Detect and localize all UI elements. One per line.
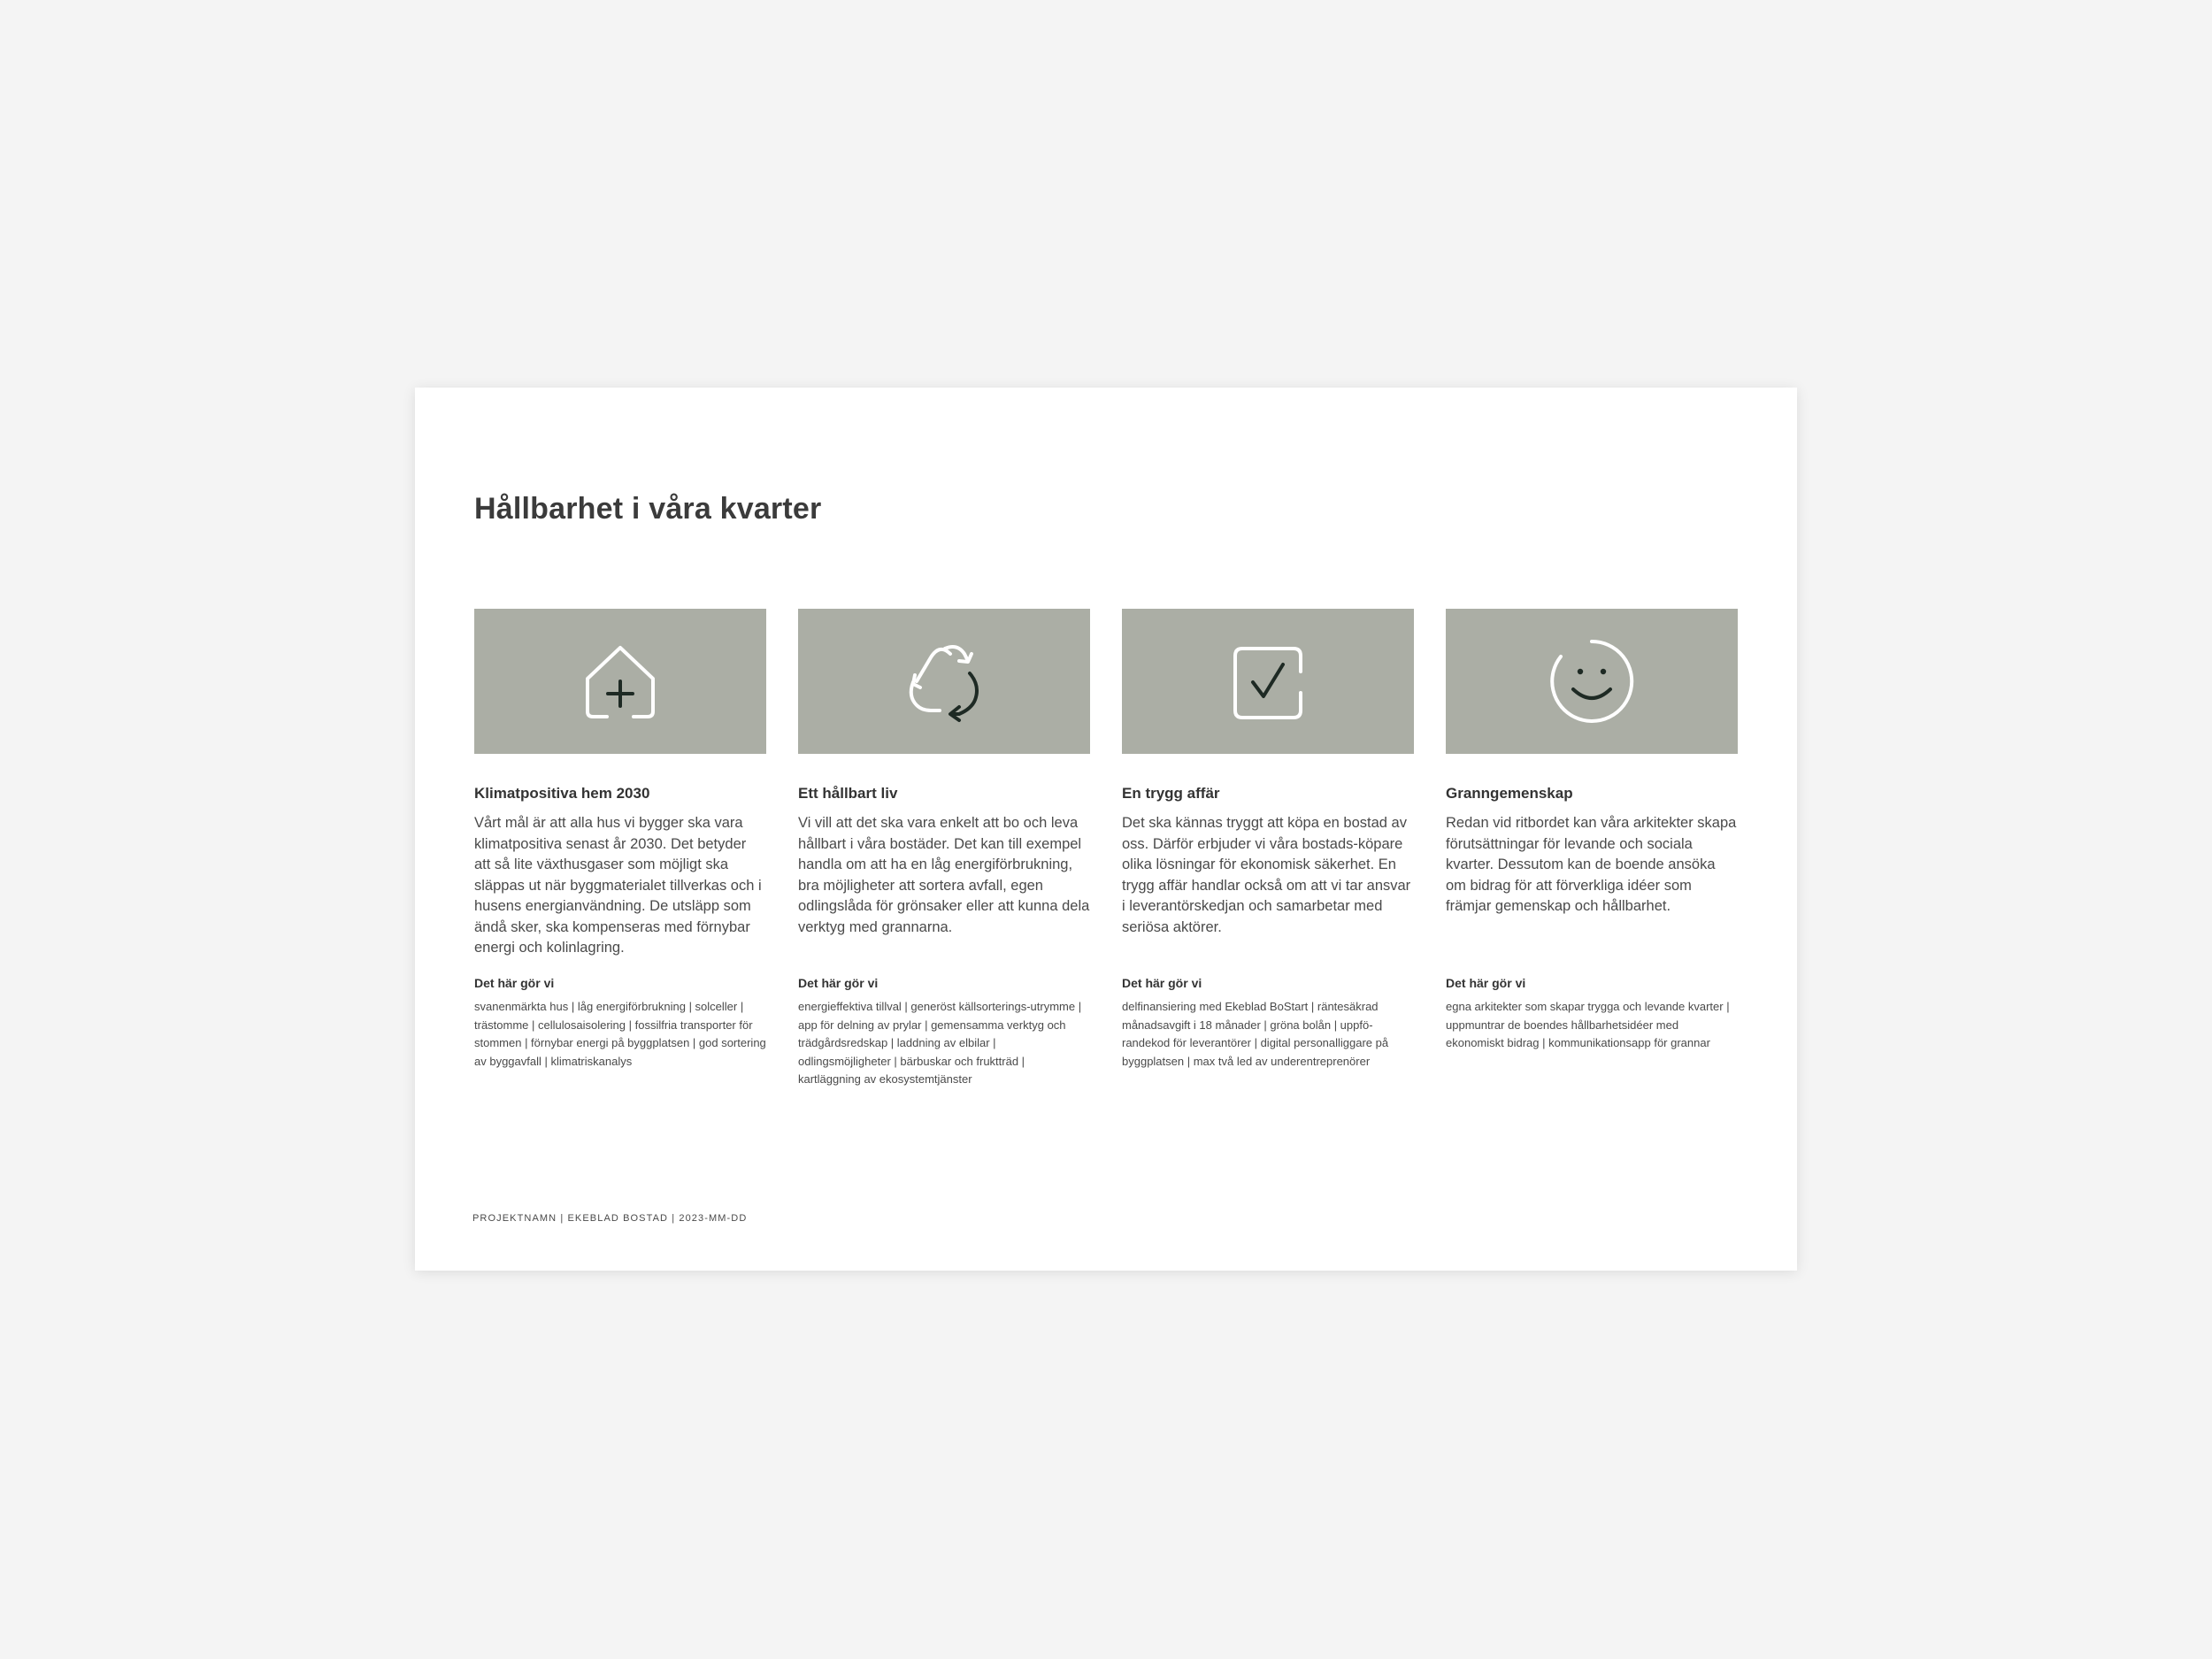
icon-panel xyxy=(1122,609,1414,754)
feature-description: Vi vill att det ska vara enkelt att bo och leva hållbart i våra bostäder. Det kan till exempel handla om att ha en låg energiförbrukning, bra möjligheter att sortera avfall, egen odlingslåda för grönsaker eller att kunna dela verktyg med grannarna. xyxy=(798,815,1090,935)
feature-actions-list: delfinansiering med Ekeblad BoStart | räntesäkrad månadsavgift i 18 månader | gröna bolån | uppfö-randekod för leverantörer | digital personalliggare på byggplatsen | max två led av underentreprenörer xyxy=(1122,1000,1389,1068)
feature-subheading: Det här gör vi xyxy=(1122,976,1202,990)
feature-heading: En trygg affär xyxy=(1122,785,1220,802)
feature-description: Det ska kännas tryggt att köpa en bostad av oss. Därför erbjuder vi våra bostads-köpare olika lösningar för ekonomisk säkerhet. En trygg affär handlar också om att vi tar ansvar i leverantörskedjan och samarbetar med seriösa aktörer. xyxy=(1122,815,1411,935)
checkbox-icon xyxy=(1219,633,1317,730)
feature-column-sustainable-life xyxy=(798,609,1090,1086)
feature-column-climate xyxy=(474,609,766,1068)
slide xyxy=(415,388,1797,1271)
feature-column-safe-deal xyxy=(1122,609,1414,1068)
feature-heading: Ett hållbart liv xyxy=(798,785,898,802)
feature-description: Redan vid ritbordet kan våra arkitekter skapa förutsättningar för levande och sociala kvarter. Dessutom kan de boende ansöka om bidrag för att förverkliga idéer som främjar gemenskap och hållbarhet. xyxy=(1446,815,1737,914)
feature-actions-list: egna arkitekter som skapar trygga och levande kvarter | uppmuntrar de boendes hållbarhetsidéer med ekonomiskt bidrag | kommunikationsapp för grannar xyxy=(1446,1000,1730,1049)
feature-subheading: Det här gör vi xyxy=(474,976,555,990)
feature-subheading: Det här gör vi xyxy=(1446,976,1526,990)
house-plus-icon xyxy=(572,633,669,730)
feature-column-community xyxy=(1446,609,1738,1049)
feature-heading: Granngemenskap xyxy=(1446,785,1573,802)
page-title: Hållbarhet i våra kvarter xyxy=(474,492,822,526)
icon-panel xyxy=(1446,609,1738,754)
recycle-icon xyxy=(895,633,993,730)
feature-columns xyxy=(474,609,1738,1140)
icon-panel xyxy=(474,609,766,754)
smiley-icon xyxy=(1543,633,1640,730)
icon-panel xyxy=(798,609,1090,754)
feature-actions-list: svanenmärkta hus | låg energiförbrukning | solceller | trästomme | cellulosaisolering | fossilfria transporter för stommen | förnybar energi på byggplatsen | god sortering av byggavfall | klimatriskanalys xyxy=(474,1000,766,1068)
feature-description: Vårt mål är att alla hus vi bygger ska vara klimatpositiva senast år 2030. Det betyder att så lite växthusgaser som möjligt ska släppas ut när byggmaterialet tillverkas och i husens energianvändning. De utsläpp som ändå sker, ska kompenseras med förnybar energi och kolinlagring. xyxy=(474,815,762,956)
page-footer: PROJEKTNAMN | EKEBLAD BOSTAD | 2023-MM-DD xyxy=(472,1213,748,1224)
feature-actions-list: energieffektiva tillval | generöst källsorterings-utrymme | app för delning av prylar | gemensamma verktyg och trädgårdsredskap | laddning av elbilar | odlingsmöjligheter | bärbuskar och fruktträd | kartläggning av ekosystemtjänster xyxy=(798,1000,1082,1086)
feature-heading: Klimatpositiva hem 2030 xyxy=(474,785,650,802)
feature-subheading: Det här gör vi xyxy=(798,976,879,990)
